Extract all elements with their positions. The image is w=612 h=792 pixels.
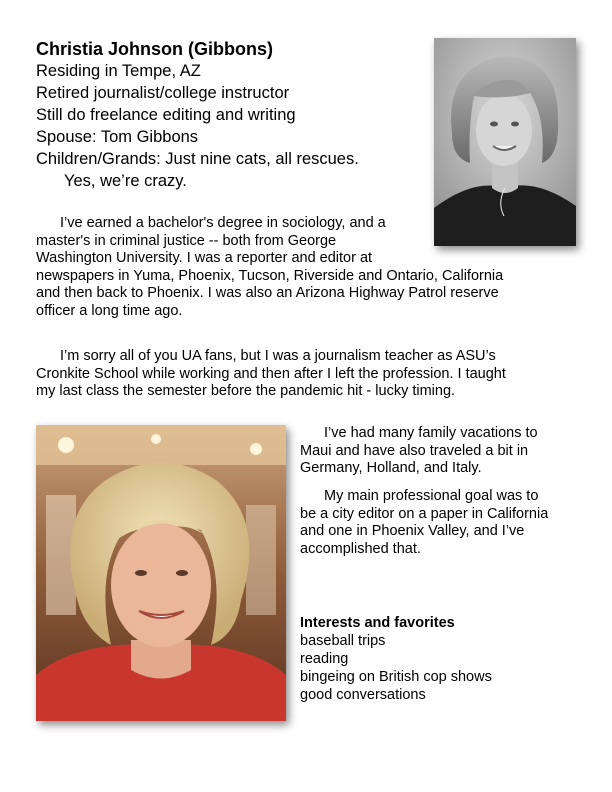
paragraph-line: I’ve had many family vacations to	[324, 425, 538, 441]
interests-title: Interests and favorites	[300, 615, 455, 631]
paragraph-line: and one in Phoenix Valley, and I’ve	[300, 523, 525, 539]
travel-paragraph	[300, 425, 580, 478]
paragraph-line: and then back to Phoenix. I was also an Arizona Highway Patrol reserve	[36, 285, 499, 301]
goals-paragraph	[300, 488, 580, 558]
paragraph-line: Washington University. I was a reporter and editor at	[36, 250, 373, 266]
paragraph-line: be a city editor on a paper in California	[300, 505, 549, 522]
paragraph-line: Cronkite School while working and then after I left the profession. I taught	[36, 365, 506, 382]
children-line-continued: Yes, we’re crazy.	[64, 172, 187, 190]
paragraph-line: officer a long time ago.	[36, 302, 183, 319]
paragraph-line: I’ve earned a bachelor's degree in sociology, and a	[60, 215, 386, 231]
children-line: Children/Grands: Just nine cats, all rescues.	[36, 150, 359, 168]
paragraph-line: I’m sorry all of you UA fans, but I was a journalism teacher as ASU’s	[60, 348, 496, 364]
occupation-line: Retired journalist/college instructor	[36, 84, 290, 102]
education-career-paragraph	[36, 215, 576, 320]
recent-portrait-photo	[36, 425, 286, 721]
paragraph-line: newspapers in Yuma, Phoenix, Tucson, Riverside and Ontario, California	[36, 267, 504, 284]
paragraph-line: accomplished that.	[300, 540, 421, 557]
person-name: Christia Johnson (Gibbons)	[36, 39, 273, 59]
interests-section	[300, 614, 492, 704]
teaching-paragraph	[36, 348, 576, 401]
current-work-line: Still do freelance editing and writing	[36, 106, 296, 124]
paragraph-line: My main professional goal was to	[324, 488, 539, 504]
paragraph-line: Maui and have also traveled a bit in	[300, 442, 529, 459]
interest-item: baseball trips	[300, 633, 386, 649]
spouse-line: Spouse: Tom Gibbons	[36, 128, 199, 146]
interest-item: bingeing on British cop shows	[300, 669, 492, 685]
interest-item: reading	[300, 651, 349, 667]
profile-header	[36, 38, 359, 192]
paragraph-line: my last class the semester before the pandemic hit - lucky timing.	[36, 383, 456, 399]
paragraph-line: master's in criminal justice -- both from George	[36, 232, 337, 249]
residence-line: Residing in Tempe, AZ	[36, 62, 201, 80]
paragraph-line: Germany, Holland, and Italy.	[300, 460, 482, 476]
interest-item: good conversations	[300, 687, 426, 703]
